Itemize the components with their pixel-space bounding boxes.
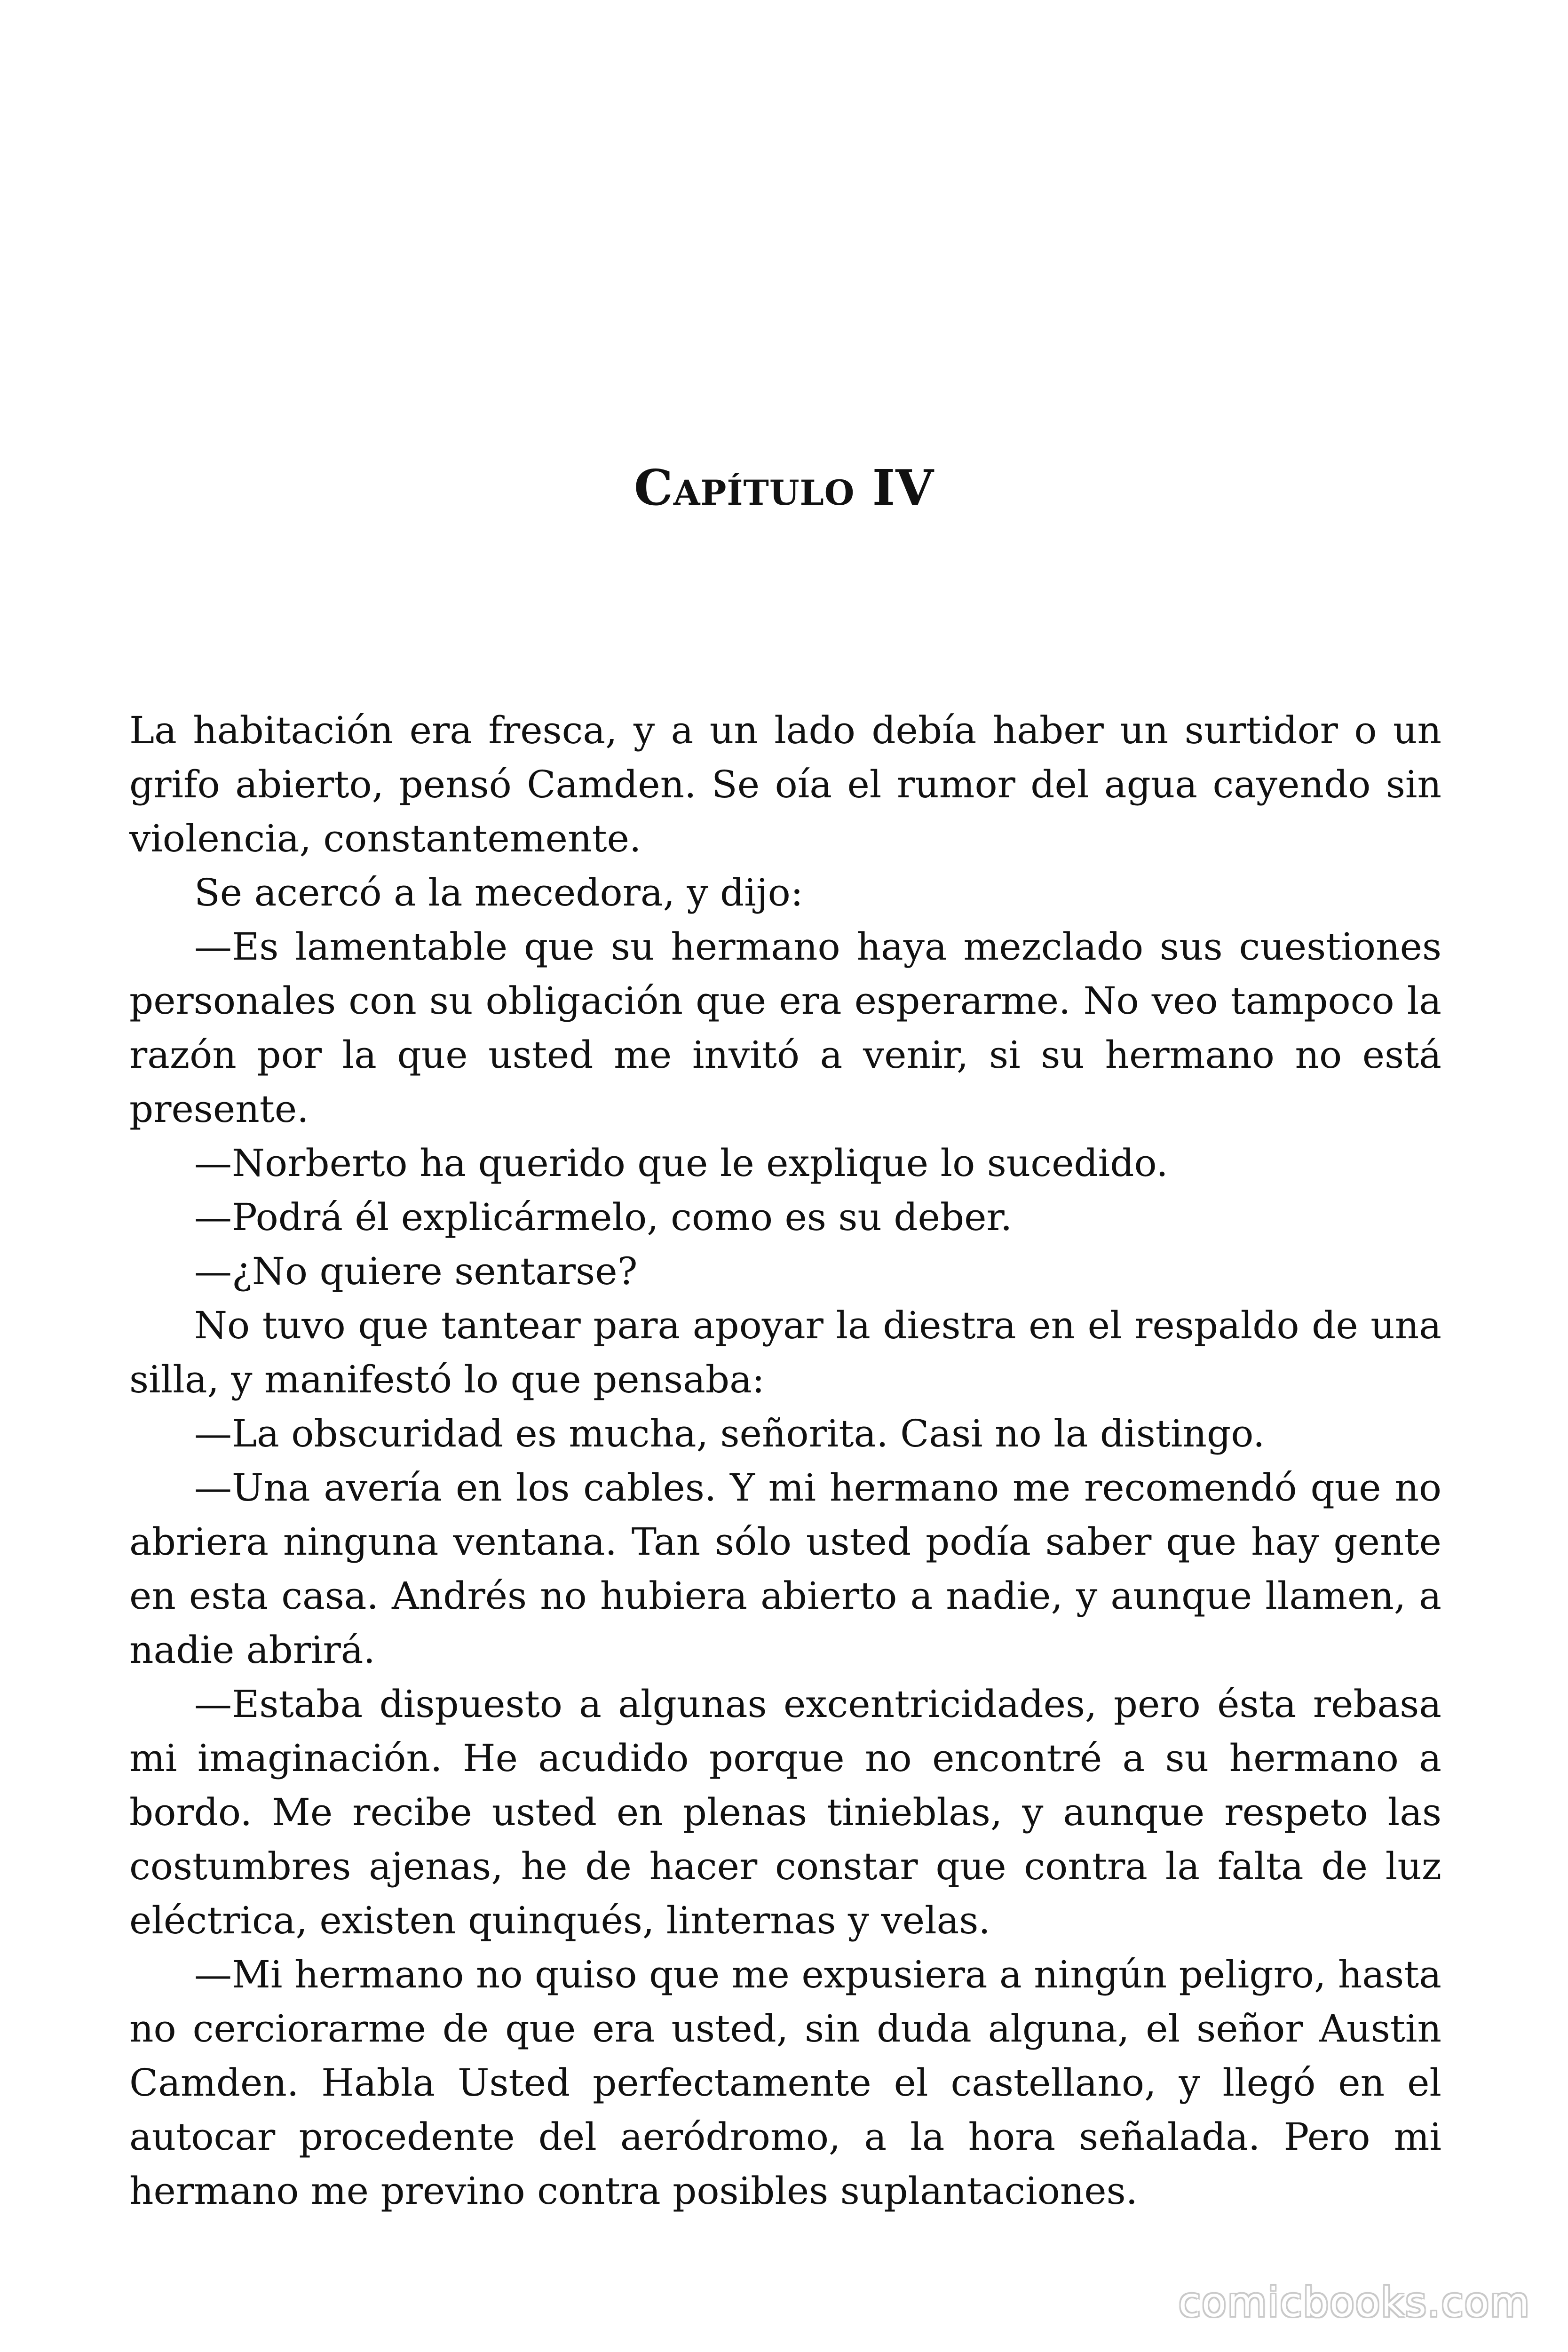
chapter-title: Capítulo IV xyxy=(634,459,934,516)
paragraph: No tuvo que tantear para apoyar la diestra en el respaldo de una silla, y manifestó lo que pensaba: xyxy=(129,1303,1441,1401)
paragraph: —¿No quiere sentarse? xyxy=(194,1249,638,1293)
paragraph: —La obscuridad es mucha, señorita. Casi no la distingo. xyxy=(194,1412,1265,1455)
paragraph: —Norberto ha querido que le explique lo sucedido. xyxy=(194,1141,1168,1185)
paragraph: —Mi hermano no quiso que me expusiera a ningún peligro, hasta no cerciorarme de que era usted, sin duda alguna, el señor Austin Camden. Habla Usted perfectamente el castellano, y llegó en el autocar procedente del aeródromo, a la hora señalada. Pero mi hermano me previno contra posibles suplantaciones. xyxy=(129,1953,1441,2213)
chapter-body xyxy=(129,703,1441,2218)
paragraph: Se acercó a la mecedora, y dijo: xyxy=(194,871,803,914)
watermark: comicbooks.com xyxy=(1178,2279,1530,2326)
paragraph: —Estaba dispuesto a algunas excentricidades, pero ésta rebasa mi imaginación. He acudido porque no encontré a su hermano a bordo. Me recibe usted en plenas tinieblas, y aunque respeto las costumbres ajenas, he de hacer constar que contra la falta de luz eléctrica, existen quinqués, linternas y velas. xyxy=(129,1682,1441,1942)
paragraph: —Es lamentable que su hermano haya mezclado sus cuestiones personales con su obligación que era esperarme. No veo tampoco la razón por la que usted me invitó a venir, si su hermano no está presente. xyxy=(129,925,1441,1131)
paragraph: —Una avería en los cables. Y mi hermano me recomendó que no abriera ninguna ventana. Tan sólo usted podía saber que hay gente en esta casa. Andrés no hubiera abierto a nadie, y aunque llamen, a nadie abrirá. xyxy=(129,1466,1441,1672)
paragraph: —Podrá él explicármelo, como es su deber. xyxy=(194,1195,1013,1239)
paragraph: La habitación era fresca, y a un lado debía haber un surtidor o un grifo abierto, pensó Camden. Se oía el rumor del agua cayendo sin violencia, constantemente. xyxy=(129,708,1441,860)
